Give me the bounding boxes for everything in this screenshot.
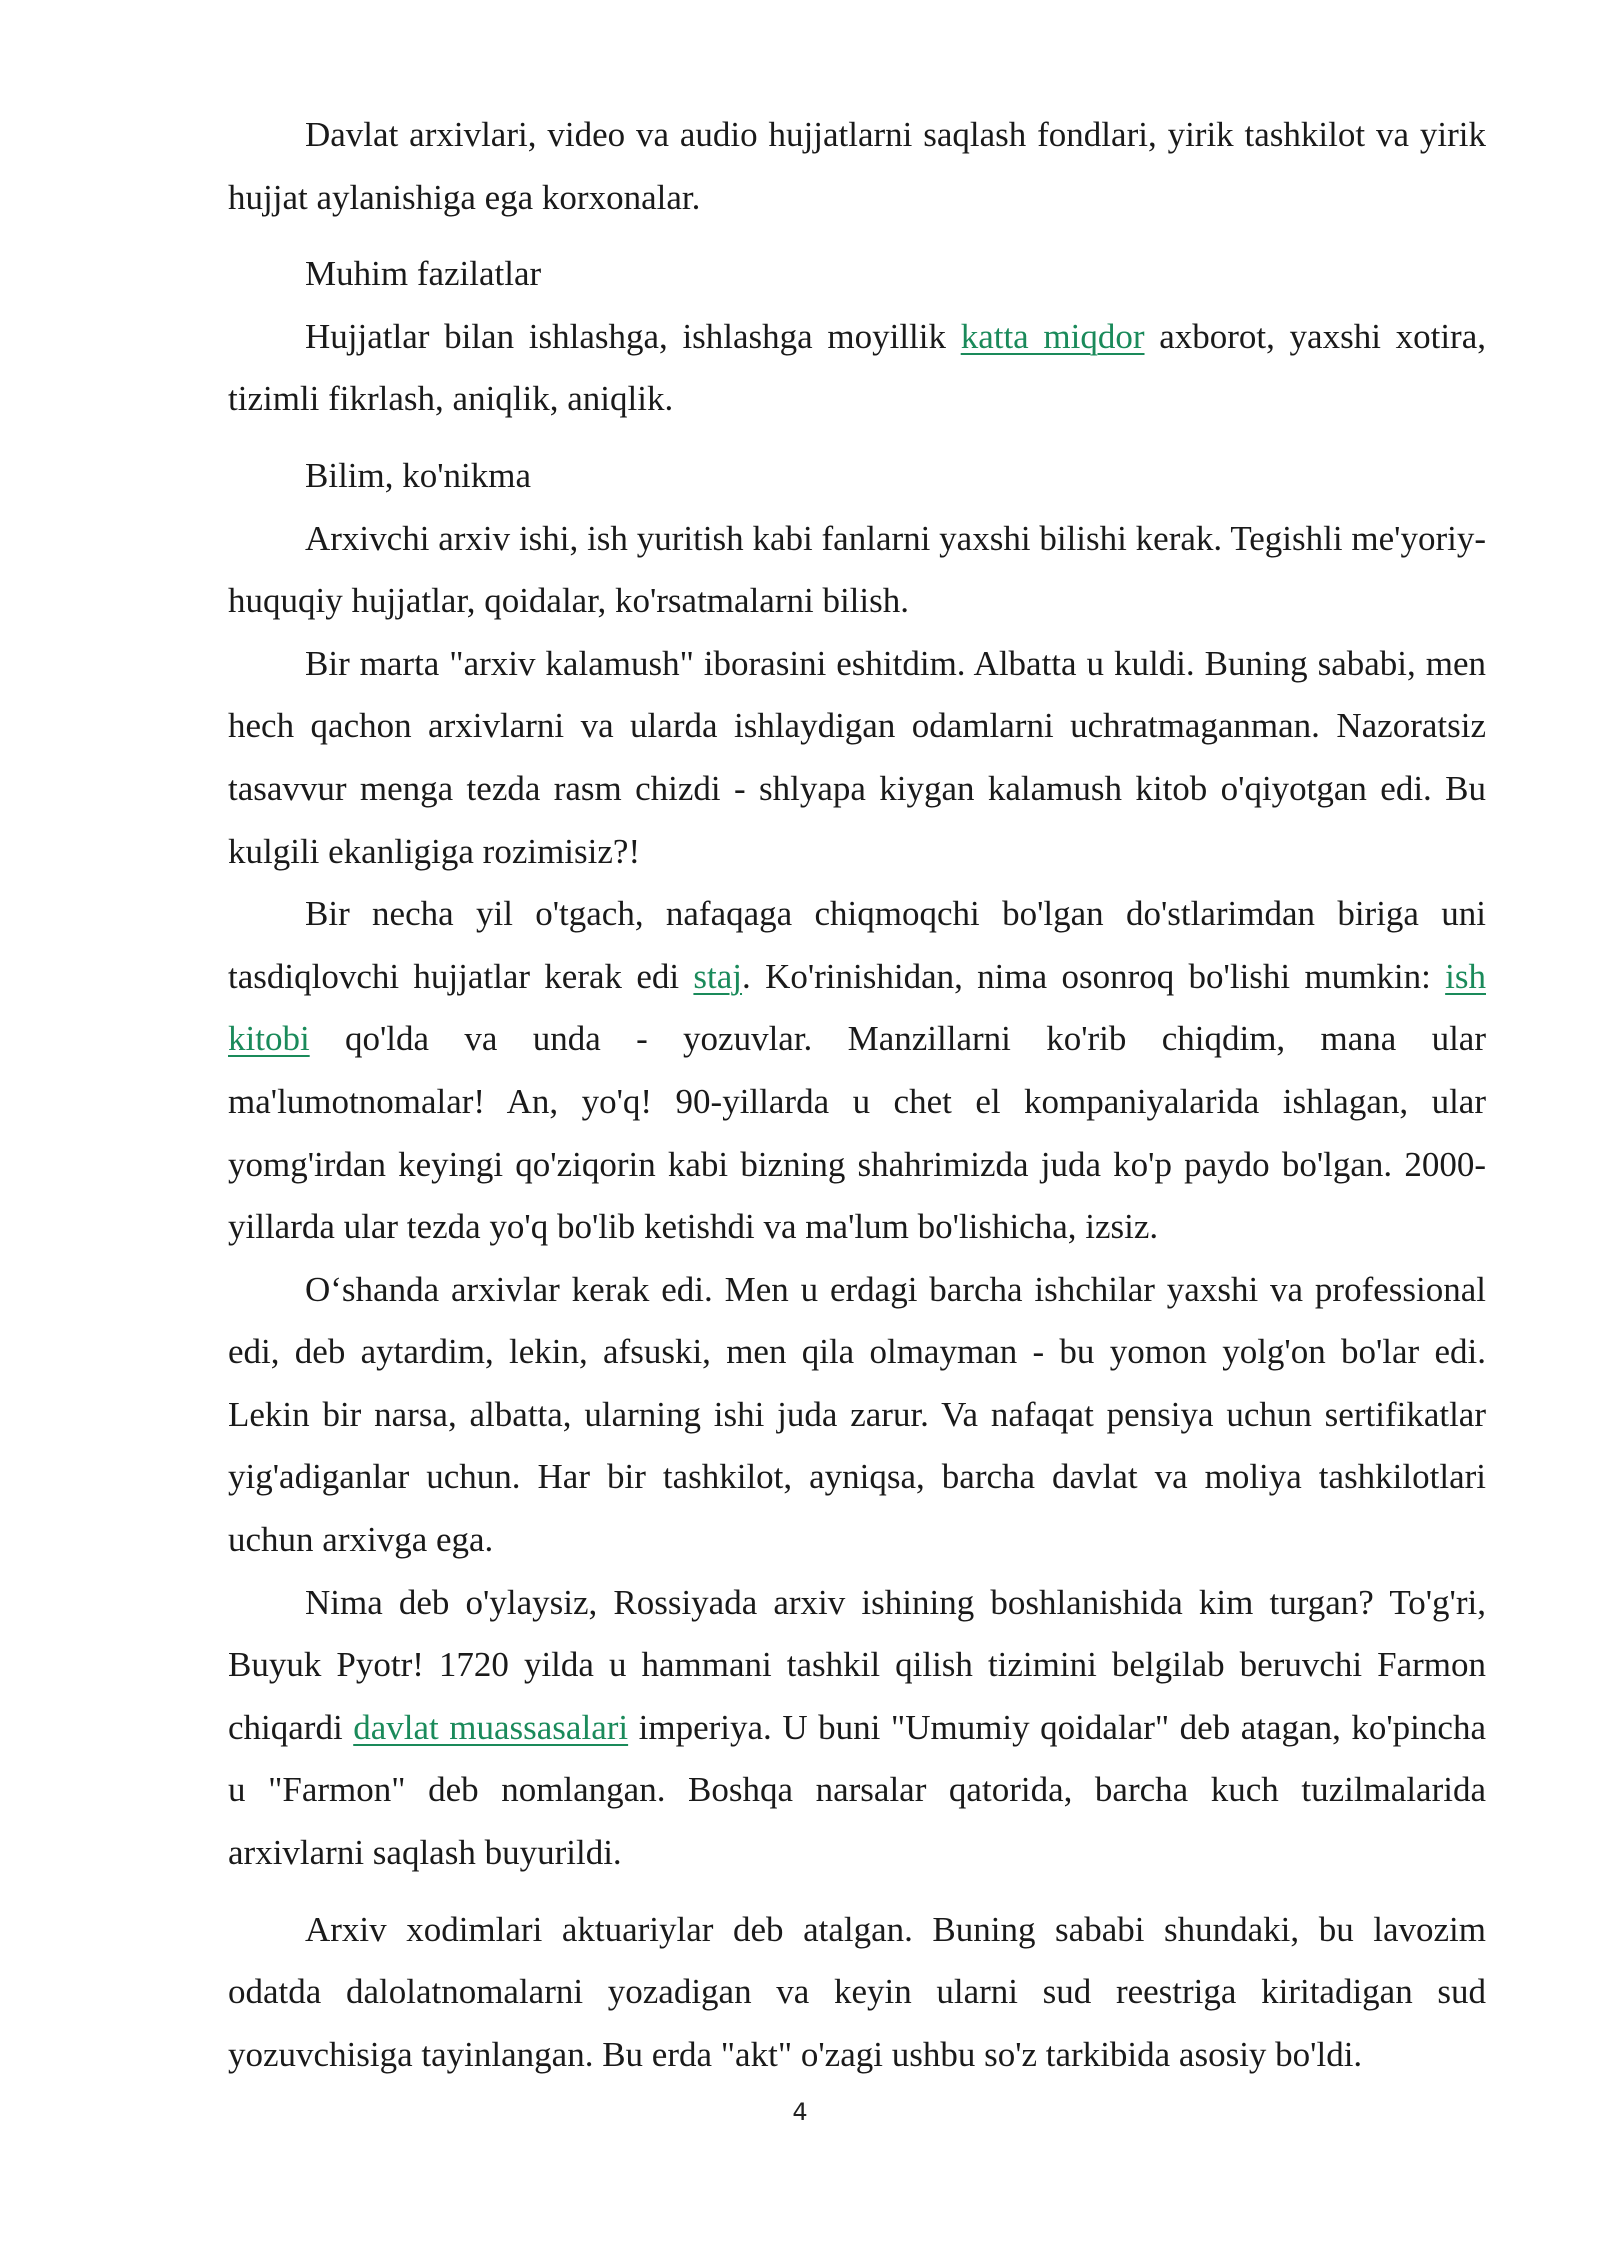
paragraph-text: Bir marta "arxiv kalamush" iborasini eshitdim. Albatta u kuldi. Buning sababi, men hech qachon arxivlarni va ularda ishlaydigan odamlarni uchratmaganman. Nazoratsiz tasavvur menga tezda rasm chizdi - shlyapa kiygan kalamush kitob o'qiyotgan edi. Bu kulgili ekanligiga rozimisiz?! bbox=[228, 643, 1486, 871]
link-katta-miqdor[interactable]: katta miqdor bbox=[960, 316, 1145, 356]
paragraph-text: Hujjatlar bilan ishlashga, ishlashga moyillik bbox=[305, 316, 961, 356]
section-heading-qualities bbox=[228, 243, 1486, 306]
heading-text: Muhim fazilatlar bbox=[305, 254, 542, 294]
paragraph-5 bbox=[228, 508, 1486, 633]
paragraph-text: imperiya. U buni "Umumiy qoidalar" deb atagan, ko'pincha u "Farmon" deb nomlangan. Boshqa narsalar qatorida, barcha kuch tuzilmalarida arxivlarni saqlash buyurildi. bbox=[228, 1707, 1486, 1873]
paragraph-6 bbox=[228, 633, 1486, 883]
paragraph-8 bbox=[228, 1259, 1486, 1572]
paragraph-3 bbox=[228, 306, 1486, 431]
heading-text: Bilim, ko'nikma bbox=[305, 455, 532, 495]
paragraph-text: axborot, yaxshi xotira, tizimli fikrlash, aniqlik, aniqlik. bbox=[228, 316, 1486, 419]
paragraph-text: . Ko'rinishidan, nima osonroq bo'lishi mumkin: bbox=[742, 956, 1446, 996]
page-number: 4 bbox=[792, 2098, 808, 2126]
paragraph-9 bbox=[228, 1572, 1486, 1885]
link-davlat-muassasalari[interactable]: davlat muassasalari bbox=[353, 1707, 629, 1747]
paragraph-7 bbox=[228, 883, 1486, 1259]
paragraph-text: Davlat arxivlari, video va audio hujjatlarni saqlash fondlari, yirik tashkilot va yirik hujjat aylanishiga ega korxonalar. bbox=[228, 115, 1486, 217]
paragraph-text: Bir necha yil o'tgach, nafaqaga chiqmoqchi bo'lgan do'stlarimdan biriga uni tasdiqlovchi hujjatlar kerak edi bbox=[228, 894, 1486, 996]
paragraph-10 bbox=[228, 1899, 1486, 2087]
paragraph-1 bbox=[228, 104, 1486, 229]
section-heading-knowledge bbox=[228, 445, 1486, 508]
paragraph-text: qo'lda va unda - yozuvlar. Manzillarni ko'rib chiqdim, mana ular ma'lumotnomalar! An, yo'q! 90-yillarda u chet el kompaniyalarida ishlagan, ular yomg'irdan keyingi qo'ziqorin kabi bizning shahrimizda juda ko'p paydo bo'lgan. 2000-yillarda ular tezda yo'q bo'lib ketishdi va ma'lum bo'lishicha, izsiz. bbox=[228, 1019, 1486, 1247]
paragraph-text: Arxivchi arxiv ishi, ish yuritish kabi fanlarni yaxshi bilishi kerak. Tegishli me'yoriy-huquqiy hujjatlar, qoidalar, ko'rsatmalarni bilish. bbox=[228, 518, 1486, 621]
paragraph-text: O‘shanda arxivlar kerak edi. Men u erdagi barcha ishchilar yaxshi va professional edi, deb aytardim, lekin, afsuski, men qila olmayman - bu yomon yolg'on bo'lar edi. Lekin bir narsa, albatta, ularning ishi juda zarur. Va nafaqat pensiya uchun sertifikatlar yig'adiganlar uchun. Har bir tashkilot, ayniqsa, barcha davlat va moliya tashkilotlari uchun arxivga ega. bbox=[228, 1269, 1486, 1560]
paragraph-text: Arxiv xodimlari aktuariylar deb atalgan. Buning sababi shundaki, bu lavozim odatda dalolatnomalarni yozadigan va keyin ularni sud reestriga kiritadigan sud yozuvchisiga tayinlangan. Bu erda "akt" o'zagi ushbu so'z tarkibida asosiy bo'ldi. bbox=[228, 1909, 1486, 2074]
link-ish-kitobi[interactable]: ish kitobi bbox=[228, 956, 1486, 1059]
paragraph-text: Nima deb o'ylaysiz, Rossiyada arxiv ishining boshlanishida kim turgan? To'g'ri, Buyuk Pyotr! 1720 yilda u hammani tashkil qilish tizimini belgilab beruvchi Farmon chiqardi bbox=[228, 1582, 1486, 1747]
link-staj[interactable]: staj bbox=[693, 956, 743, 996]
document-body bbox=[228, 104, 1486, 2086]
